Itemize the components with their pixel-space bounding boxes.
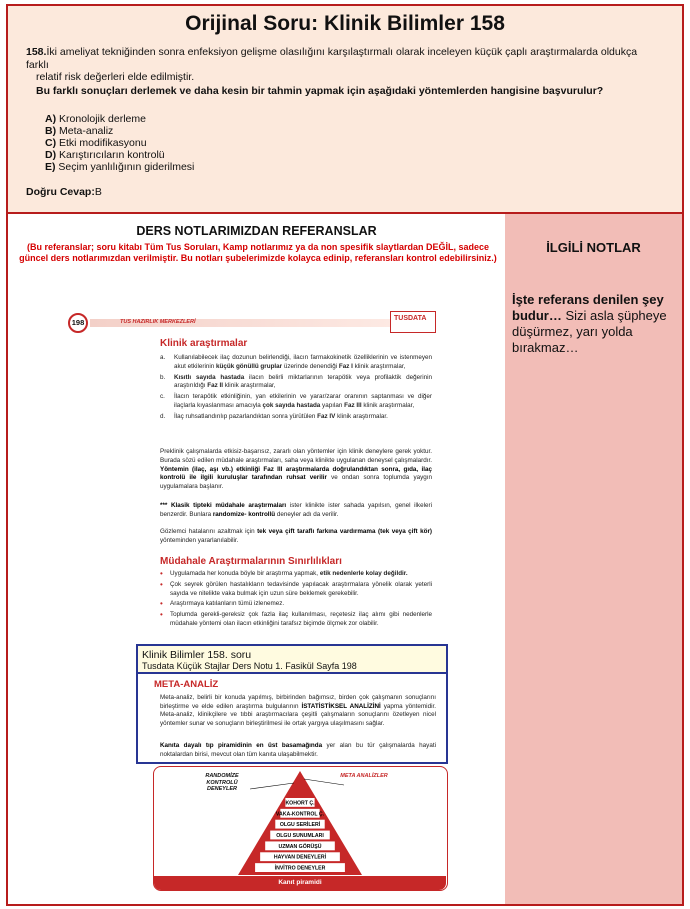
list-item: d. İlaç ruhsatlandırılıp pazarlandıktan sonra yürütülen Faz IV klinik araştırmalar. bbox=[160, 412, 388, 420]
pyramid-level-label: OLGU SUNUMLARI bbox=[276, 833, 324, 839]
list-item: b. Kısıtlı sayıda hastada ilacın belirli miktarlarının terapötik veya profilaktik değerinin araştırıldığı Faz II klinik araştırmalar, bbox=[160, 373, 432, 390]
phase-list bbox=[160, 354, 432, 424]
answer-options bbox=[45, 113, 194, 173]
meta-analysis-paragraph: Meta-analiz, belirli bir konuda yapılmış, birbirinden bağımsız, birden çok çalışmanın sonuçlarını birleştirme ve elde edilen araştırma bulgularının İSTATİSTİKSEL ANALİZİNİ yapma yöntemidir. Meta-analiz, klinikçilere ve tıbbi araştırmacılara çeşitli çalışmaların sonuçlarını özetleyen nicel yöntemler sunar ve sonuçların birleştirilmesi ile ortak yargıya ulaşılmasını sağlar. bbox=[160, 694, 436, 727]
option-e: E) Seçim yanlılığının giderilmesi bbox=[45, 161, 195, 173]
list-item: • Uygulamada her konuda böyle bir araştırma yapmak, etik nedenlerle kolay değildir. bbox=[160, 569, 408, 578]
book-page-header bbox=[60, 313, 440, 331]
question-stem-line1: İki ameliyat tekniğinden sonra enfeksiyon gelişme olasılığını karşılaştırmalı olarak inceleyen küçük çaplı araştırmalarda oldukça farklı bbox=[26, 46, 638, 71]
paragraph: Gözlemci hatalarını azaltmak için tek veya çift taraflı farkına vardırmama (tek veya çift kör) yönteminden yararlanılabilir. bbox=[160, 528, 433, 544]
option-d: D) Karıştırıcıların kontrolü bbox=[45, 149, 165, 161]
book-page-number: 198 bbox=[68, 313, 88, 333]
list-item: a. Kullanılabilecek ilaç dozunun belirlendiği, ilacın farmakokinetik özelliklerinin ve istenmeyen akut etkilerinin küçük gönüllü gruplar üzerinde denendiği Faz I klinik araştırmalar, bbox=[160, 354, 432, 370]
option-b: B) Meta-analiz bbox=[45, 125, 114, 137]
notes-text: İşte referans denilen şey budur… Sizi asla şüpheye düşürmez, yarı yolda bırakmaz… bbox=[512, 292, 667, 355]
meta-analysis-title: META-ANALİZ bbox=[154, 679, 219, 690]
callout-meta-label: META ANALİZLER bbox=[340, 773, 388, 779]
list-item: • Araştırmaya katılanların tümü izlenemez. bbox=[160, 599, 285, 609]
document-frame bbox=[6, 4, 684, 906]
correct-answer bbox=[26, 186, 102, 198]
pyramid-caption: Kanıt piramidi bbox=[154, 876, 446, 890]
related-notes-panel bbox=[505, 214, 682, 904]
evidence-pyramid bbox=[153, 766, 448, 891]
paragraph: Preklinik çalışmalarda etkisiz-başarısız, zararlı olan yöntemler için klinik deneylere gerek yoktur. Burada sözü edilen müdahale araştırmaları, saha veya klinikte uygulanan deneysel çalışmalardır. Yöntemin (ilaç, aşı vb.) etkinliği Faz III araştırmalarda doğrulandıktan sonra, gıda, ilaç kontrolü ile ilgili kuruluşlar tarafından ruhsat verilir ve ondan sonra toplumda yaygın uygulamalara başlanır. bbox=[160, 448, 432, 491]
pyramid-level-label: OLGU SERİLERİ bbox=[279, 822, 321, 829]
callout-line-right bbox=[304, 779, 344, 785]
answer-label: Doğru Cevap: bbox=[26, 186, 95, 198]
pyramid-level-label: VAKA-KONTROL Ç. bbox=[275, 811, 325, 818]
question-prompt: Bu farklı sonuçları derlemek ve daha kesin bir tahmin yapmak için aşağıdaki yöntemlerden hangisine başvurulur? bbox=[36, 84, 604, 97]
section-clinical-research: Klinik araştırmalar bbox=[160, 338, 248, 349]
book-header-text: TUS HAZIRLIK MERKEZLERİ bbox=[120, 319, 196, 325]
callout-source: Tusdata Küçük Stajlar Ders Notu 1. Fasikül Sayfa 198 bbox=[142, 661, 357, 671]
question-panel bbox=[8, 6, 682, 212]
pyramid-level-label: İNVİTRO DENEYLER bbox=[274, 865, 326, 872]
limitations-list bbox=[160, 570, 432, 631]
pyramid-level-label: UZMAN GÖRÜŞÜ bbox=[278, 843, 322, 850]
reference-title: DERS NOTLARIMIZDAN REFERANSLAR bbox=[136, 224, 377, 238]
paragraph: *** Klasik tipteki müdahale araştırmaları ister klinikte ister sahada yapılsın, genel ilkeleri benzerdir. Bunlara randomize- kontrollü deneyler adı da verilir. bbox=[160, 502, 432, 518]
meta-analysis-paragraph: Kanıta dayalı tıp piramidinin en üst basamağında yer alan bu tür çalışmalarda hayati noktalardan birisi, mevcut olan tüm kanıta ulaşabilmektir. bbox=[160, 742, 436, 758]
callout-header bbox=[138, 646, 446, 674]
list-item: • Toplumda gerekli-gereksiz çok fazla ilaç kullanılması, reçetesiz ilaç alımı gibi nedenlerle müdahale yöntemi olan ilacın etkinliğini tarafsız biçimde ölçmek zor olabilir. bbox=[160, 610, 432, 627]
notes-title: İLGİLİ NOTLAR bbox=[546, 240, 641, 255]
pyramid-level-label: HAYVAN DENEYLERİ bbox=[273, 854, 327, 861]
list-item: • Çok seyrek görülen hastalıkların tedavisinde yapılacak araştırmalara yönelik olarak yeterli sayıda ve nitelikte vaka bulmak için uzun süre beklemek gerekebilir. bbox=[160, 579, 432, 597]
callout-question-ref: Klinik Bilimler 158. soru bbox=[142, 649, 252, 661]
option-c: C) Etki modifikasyonu bbox=[45, 137, 147, 149]
question-number: 158. bbox=[26, 46, 47, 58]
tusdata-logo: TUSDATA bbox=[390, 311, 436, 333]
list-item: c. İlacın terapötik etkinliğinin, yan etkilerinin ve yarar/zarar oranının saptanması ve diğer ilaçlarla kıyaslanması amacıyla çok sayıda hastada yapılan Faz III klinik araştırmalar, bbox=[160, 393, 432, 409]
callout-line-left bbox=[250, 783, 294, 789]
reference-note: (Bu referanslar; soru kitabı Tüm Tus Soruları, Kamp notlarımız ya da non spesifik slaytlardan DEĞİL, sadece güncel ders notlarımızdan verilmiştir. Bu notları şubelerimizde kolayca edinip, referansları kontrol edebilirsiniz.) bbox=[19, 242, 497, 263]
option-a: A) Kronolojik derleme bbox=[45, 113, 146, 125]
question-text bbox=[26, 46, 656, 97]
callout-rct-label: RANDOMİZE KONTROLÜ DENEYLER bbox=[205, 773, 239, 792]
reference-callout-box bbox=[136, 644, 448, 764]
pyramid-level-label: KOHORT Ç. bbox=[285, 800, 315, 807]
answer-value: B bbox=[94, 186, 102, 198]
question-title: Orijinal Soru: Klinik Bilimler 158 bbox=[185, 12, 505, 35]
question-stem-line2: relatif risk değerleri elde edilmiştir. bbox=[36, 71, 195, 83]
section-limitations: Müdahale Araştırmalarının Sınırlılıkları bbox=[160, 556, 342, 567]
